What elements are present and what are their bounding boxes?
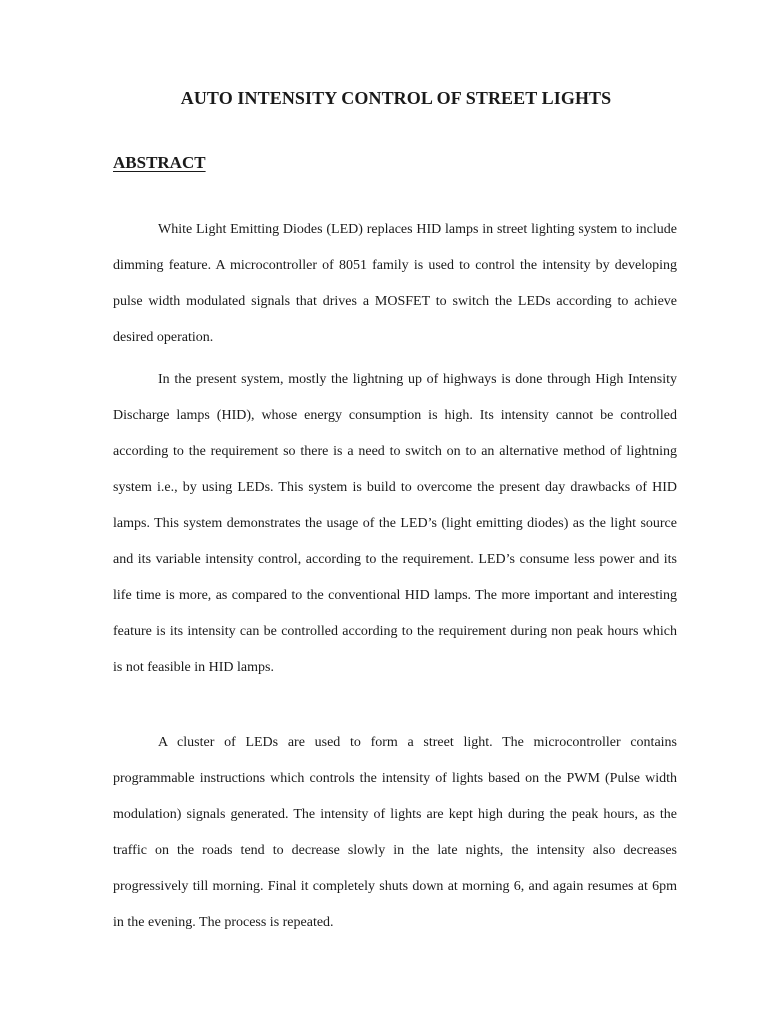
abstract-paragraph-1: White Light Emitting Diodes (LED) replaces HID lamps in street lighting system to include dimming feature. A microcontroller of 8051 family is used to control the intensity by developing pulse width modulated signals that drives a MOSFET to switch the LEDs according to achieve desired operation. — [113, 222, 677, 345]
document-title: AUTO INTENSITY CONTROL OF STREET LIGHTS — [180, 88, 612, 108]
abstract-paragraph-2-block — [113, 362, 677, 686]
abstract-heading: ABSTRACT — [113, 153, 206, 172]
abstract-paragraph-3-block — [113, 725, 677, 941]
abstract-paragraph-2: In the present system, mostly the lightning up of highways is done through High Intensity Discharge lamps (HID), whose energy consumption is high. Its intensity cannot be controlled according to the requirement so there is a need to switch on to an alternative method of lightning system i.e., by using LEDs. This system is build to overcome the present day drawbacks of HID lamps. This system demonstrates the usage of the LED’s (light emitting diodes) as the light source and its variable intensity control, according to the requirement. LED’s consume less power and its life time is more, as compared to the conventional HID lamps. The more important and interesting feature is its intensity can be controlled according to the requirement during non peak hours which is not feasible in HID lamps. — [113, 372, 677, 675]
abstract-paragraph-3: A cluster of LEDs are used to form a street light. The microcontroller contains programmable instructions which controls the intensity of lights based on the PWM (Pulse width modulation) signals generated. The intensity of lights are kept high during the peak hours, as the traffic on the roads tend to decrease slowly in the late nights, the intensity also decreases progressively till morning. Final it completely shuts down at morning 6, and again resumes at 6pm in the evening. The process is repeated. — [113, 735, 677, 930]
abstract-paragraph-1-block — [113, 212, 677, 356]
